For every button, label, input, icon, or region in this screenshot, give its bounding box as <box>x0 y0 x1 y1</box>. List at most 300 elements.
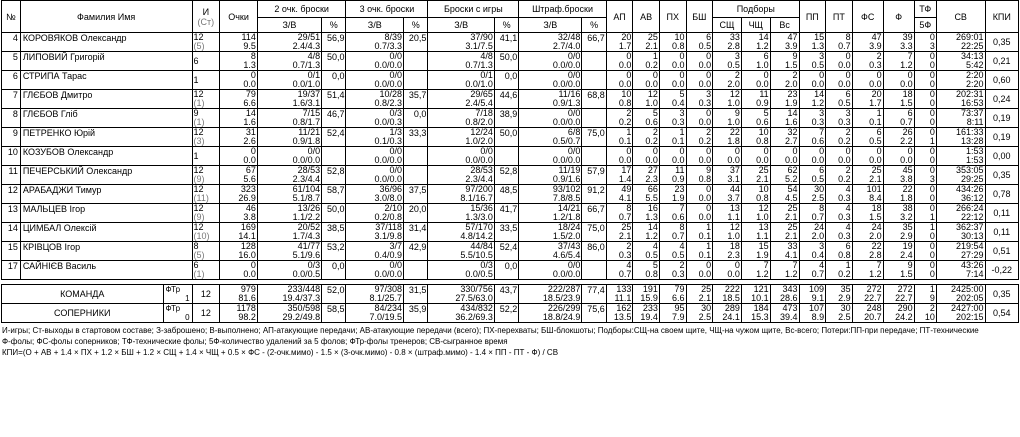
stat-cell: 49 4.1 <box>606 185 633 204</box>
stat-cell: 41,1 <box>494 33 518 52</box>
stat-cell: 22 2.8 <box>852 242 883 261</box>
player-number: 17 <box>2 261 21 280</box>
stat-cell: 330/756 27.5/63.0 <box>428 285 494 304</box>
stat-cell: 0/0 0.0/0.0 <box>519 147 582 166</box>
col-ft-pct: % <box>582 18 606 33</box>
stat-cell: 29/65 2.4/5.4 <box>428 90 494 109</box>
col-kpi: КПИ <box>985 1 1018 33</box>
stat-cell: 2 2.0 <box>770 71 799 90</box>
stat-cell: 7 0.6 <box>799 128 826 147</box>
stat-cell: 10 0.8 <box>741 185 770 204</box>
stat-cell: 93/102 7.8/8.5 <box>519 185 582 204</box>
stat-cell: 14 1.2 <box>799 90 826 109</box>
games-cell: 6 (1) <box>192 261 220 280</box>
stat-cell: 28/53 2.3/4.4 <box>257 166 321 185</box>
stat-cell <box>582 52 606 71</box>
stat-cell: 97/200 8.1/16.7 <box>428 185 494 204</box>
stat-cell: 222/287 18.5/23.9 <box>519 285 582 304</box>
kpi-cell: 0,21 <box>985 52 1018 71</box>
col-two-pct: % <box>322 18 346 33</box>
stat-cell: 323 26.9 <box>220 185 258 204</box>
stat-cell: 10 0.8 <box>741 128 770 147</box>
stat-cell: 20,0 <box>404 204 428 223</box>
stat-cell: 22 1.8 <box>883 185 914 204</box>
stat-cell: 9 0.8 <box>686 166 713 185</box>
stat-cell: 7/18 0.8/2.0 <box>428 109 494 128</box>
stat-cell: 10/28 0.8/2.3 <box>346 90 404 109</box>
table-row[interactable] <box>2 109 1019 128</box>
stat-cell <box>404 147 428 166</box>
stat-cell: 0 0.0 <box>799 147 826 166</box>
stat-cell: 37 3.1 <box>713 166 742 185</box>
stat-cell: 53,2 <box>322 242 346 261</box>
stat-cell: 3 0.3 <box>826 109 853 128</box>
stat-cell: 6 0.5 <box>686 33 713 52</box>
stat-cell: 15/36 1.3/3.0 <box>428 204 494 223</box>
stat-cell: 23 1.9 <box>659 185 686 204</box>
table-row[interactable] <box>2 242 1019 261</box>
stat-cell: 289 24.1 <box>713 304 742 323</box>
stat-cell: 290 24.2 <box>883 304 914 323</box>
col-f: Ф <box>883 1 914 33</box>
stat-cell: 14 1.2 <box>633 223 660 242</box>
kpi-cell: 0,19 <box>985 128 1018 147</box>
stat-cell: 18/24 1.5/2.0 <box>519 223 582 242</box>
stat-cell: 58,7 <box>322 185 346 204</box>
table-row[interactable] <box>2 147 1019 166</box>
stat-cell: 0 0.0 <box>606 52 633 71</box>
stat-cell: 0 0.0 <box>659 147 686 166</box>
stat-cell: 4 0.7 <box>606 261 633 280</box>
games-cell: 6 <box>192 52 220 71</box>
stat-cell: 7 1.2 <box>770 261 799 280</box>
stat-cell: 128 16.0 <box>220 242 258 261</box>
stat-cell: 44/84 5.5/10.5 <box>428 242 494 261</box>
stat-cell: 184 15.3 <box>741 304 770 323</box>
stat-cell: 14 1.6 <box>220 109 258 128</box>
col-three: 3 очк. броски <box>346 1 428 18</box>
table-row[interactable] <box>2 71 1019 90</box>
table-row[interactable] <box>2 223 1019 242</box>
col-f5: 5Ф <box>914 18 936 33</box>
stat-cell: 3 0.5 <box>713 52 742 71</box>
stat-cell: 0 0.0 <box>686 52 713 71</box>
stat-cell: 12 1.0 <box>713 90 742 109</box>
stat-cell: 2/10 0.2/0.8 <box>346 204 404 223</box>
stat-cell: 3 0.3 <box>799 109 826 128</box>
stat-cell: 0 0.0 <box>713 261 742 280</box>
stat-cell: 1 0.1 <box>686 242 713 261</box>
stat-cell: 77,4 <box>582 285 606 304</box>
stat-cell: 25 2.1 <box>770 204 799 223</box>
stat-cell: 2 2.0 <box>713 71 742 90</box>
stat-cell: 50,0 <box>322 52 346 71</box>
stat-cell: 434/832 36.2/69.3 <box>428 304 494 323</box>
player-name[interactable]: КРІВЦОВ Ігор <box>20 242 192 261</box>
table-row[interactable] <box>2 204 1019 223</box>
stat-cell: 219:54 27:29 <box>936 242 985 261</box>
kpi-cell: 0,35 <box>985 285 1018 304</box>
kpi-cell: 0,51 <box>985 242 1018 261</box>
stat-cell: 84/234 7.0/19.5 <box>346 304 404 323</box>
stat-cell: 121 10.1 <box>741 285 770 304</box>
stat-cell: 36/96 3.0/8.0 <box>346 185 404 204</box>
stat-cell: 52,8 <box>494 166 518 185</box>
stat-cell: 226/299 18.8/24.9 <box>519 304 582 323</box>
player-name[interactable]: МАЛЬЦЕВ Ігор <box>20 204 192 223</box>
stat-cell: 30 2.5 <box>686 304 713 323</box>
col-name: Фамилия Имя <box>20 1 192 33</box>
stat-cell: 0/0 0.0/0.0 <box>519 52 582 71</box>
stat-cell: 162 13.5 <box>606 304 633 323</box>
team-total-row <box>2 285 1019 304</box>
stat-cell: 47 3.9 <box>852 33 883 52</box>
stat-cell: 41/77 5.1/9.6 <box>257 242 321 261</box>
stat-cell: 0 0.0 <box>686 261 713 280</box>
stat-cell: 8 1.3 <box>220 52 258 71</box>
table-row[interactable] <box>2 185 1019 204</box>
stat-cell <box>582 109 606 128</box>
stat-cell: 28/53 2.3/4.4 <box>428 166 494 185</box>
stat-cell: 2 0.2 <box>826 166 853 185</box>
games-cell: 12 <box>192 304 220 323</box>
stat-cell: 6 0.7 <box>883 109 914 128</box>
kpi-cell: -0,22 <box>985 261 1018 280</box>
stat-cell: 0/3 0.0/0.3 <box>346 109 404 128</box>
stat-cell: 202:31 16:53 <box>936 90 985 109</box>
stat-cell <box>404 52 428 71</box>
legend-notes <box>2 325 1018 358</box>
stat-cell: 25 2.1 <box>770 223 799 242</box>
stat-cell: 50,0 <box>494 128 518 147</box>
stat-cell: 20 1.7 <box>852 90 883 109</box>
stat-cell: 1 0.2 <box>633 52 660 71</box>
col-av: АВ <box>633 1 660 33</box>
stat-cell: 0 0.0 <box>741 147 770 166</box>
col-chshch: ЧЩ <box>741 18 770 33</box>
games-cell: 12 (11) <box>192 185 220 204</box>
col-fs: ФС <box>852 1 883 33</box>
stat-cell: 0,0 <box>494 71 518 90</box>
stat-cell: 79 6.6 <box>659 285 686 304</box>
col-two: 2 очк. броски <box>257 1 346 18</box>
stat-cell: 0 0.0 <box>633 71 660 90</box>
table-row[interactable] <box>2 33 1019 52</box>
stat-cell: 5 0.8 <box>633 261 660 280</box>
player-name[interactable]: ПЕТРЕНКО Юрій <box>20 128 192 147</box>
stat-cell: 12/24 1.0/2.0 <box>428 128 494 147</box>
stat-cell: 0 0.0 <box>220 261 258 280</box>
stat-cell: 133 11.1 <box>606 285 633 304</box>
stat-cell: 0 0 <box>914 109 936 128</box>
player-name[interactable]: КОЗУБОВ Олександр <box>20 147 192 166</box>
stat-cell: 4/8 0.7/1.3 <box>428 52 494 71</box>
stat-cell: 0 0.0 <box>883 71 914 90</box>
stat-cell: 66,7 <box>582 204 606 223</box>
stat-cell: 0 1 <box>914 204 936 223</box>
col-fg-pct: % <box>494 18 518 33</box>
stat-cell: 20,5 <box>404 33 428 52</box>
stat-cell: 109 9.1 <box>799 285 826 304</box>
stat-cell: 0,0 <box>322 71 346 90</box>
stat-cell: 20 1.7 <box>606 33 633 52</box>
col-reb: Подборы <box>713 1 799 18</box>
stat-cell: 1 9 <box>914 285 936 304</box>
stat-cell: 19 2.4 <box>883 242 914 261</box>
stat-cell: 434:26 36:12 <box>936 185 985 204</box>
stat-cell: 29/51 2.4/4.3 <box>257 33 321 52</box>
stat-cell: 233 19.4 <box>633 304 660 323</box>
games-cell: 12 (9) <box>192 204 220 223</box>
stat-cell: 39 3.3 <box>883 33 914 52</box>
stat-cell: 38,9 <box>494 109 518 128</box>
stat-cell: 13/26 1.1/2.2 <box>257 204 321 223</box>
col-num: № <box>2 1 21 33</box>
table-row[interactable] <box>2 166 1019 185</box>
games-cell: 8 (5) <box>192 242 220 261</box>
player-name[interactable]: ПЕЧЕРСЬКИЙ Олександр <box>20 166 192 185</box>
stat-cell: 37/43 4.6/5.4 <box>519 242 582 261</box>
stat-cell: 56,9 <box>322 33 346 52</box>
stat-cell: 0 3 <box>914 33 936 52</box>
player-name[interactable]: СТРИПА Тарас <box>20 71 192 90</box>
col-fg: Броски с игры <box>428 1 519 18</box>
stat-cell: 0 0.0 <box>713 147 742 166</box>
stat-cell: 32/48 2.7/4.0 <box>519 33 582 52</box>
stat-cell: 67 5.6 <box>220 166 258 185</box>
stat-cell: 46 3.8 <box>220 204 258 223</box>
col-ph: ПХ <box>659 1 686 33</box>
stat-cell: 75,6 <box>582 304 606 323</box>
games-cell: 12 (10) <box>192 223 220 242</box>
legend-line: КПИ=(О + АВ + 1.4 × ПХ + 1.2 × БШ + 1.2 × СЩ + 1.4 × ЧЩ + 0.5 × ФС - (2-очк.мимо) - 1.5 × (3-очк.мимо) - 0.8 × (штраф.мимо) - 1.4 × ПП - ПТ - Ф) / СВ <box>2 348 559 357</box>
col-sv: СВ <box>936 1 985 33</box>
table-row[interactable] <box>2 128 1019 147</box>
kpi-cell: 0,60 <box>985 71 1018 90</box>
stat-cell: 6 1.0 <box>741 52 770 71</box>
player-name[interactable]: ГЛЄБОВ Гліб <box>20 109 192 128</box>
player-number: 7 <box>2 90 21 109</box>
stat-cell: 10 0.8 <box>606 90 633 109</box>
stat-cell: 7 1.2 <box>741 261 770 280</box>
stat-cell: 68,8 <box>582 90 606 109</box>
stat-cell: 48,5 <box>494 185 518 204</box>
stat-cell: 0 0 <box>914 185 936 204</box>
stat-cell: 343 28.6 <box>770 285 799 304</box>
player-name[interactable]: САЙНІЄВ Василь <box>20 261 192 280</box>
stat-cell: 2427:00 202:15 <box>936 304 985 323</box>
stat-cell: 0 0.0 <box>741 71 770 90</box>
stat-cell: 11/16 0.9/1.3 <box>519 90 582 109</box>
col-pt: ПТ <box>826 1 853 33</box>
stat-cell: 0 0.0 <box>826 71 853 90</box>
stat-cell: 15 1.3 <box>799 33 826 52</box>
stat-cell: 1 0 <box>914 223 936 242</box>
stat-cell: 2 0.2 <box>686 128 713 147</box>
stat-cell: 0 0.0 <box>606 147 633 166</box>
stat-cell: 12 1.0 <box>713 223 742 242</box>
stat-cell: 11/21 0.9/1.8 <box>257 128 321 147</box>
stat-cell: 3 0.3 <box>659 109 686 128</box>
stat-cell: 107 8.9 <box>799 304 826 323</box>
stat-cell: 0 0 <box>914 52 936 71</box>
stat-cell: 0/0 0.0/0.0 <box>346 147 404 166</box>
stat-cell: 0 0.0 <box>826 147 853 166</box>
player-number: 15 <box>2 242 21 261</box>
stat-cell: 2 10 <box>914 304 936 323</box>
stat-cell: 24 2.0 <box>852 223 883 242</box>
stat-cell: 7/15 0.8/1.7 <box>257 109 321 128</box>
stat-cell: 3 0.3 <box>686 90 713 109</box>
col-three-pct: % <box>404 18 428 33</box>
games-cell: 1 <box>192 71 220 90</box>
stat-cell: 6 0.5 <box>826 90 853 109</box>
kpi-cell: 0,35 <box>985 33 1018 52</box>
stat-cell: 16 1.3 <box>633 204 660 223</box>
stat-cell: 0 0.0 <box>826 52 853 71</box>
stat-cell: 50,0 <box>494 52 518 71</box>
player-number: 11 <box>2 166 21 185</box>
stat-cell: 38 3.2 <box>883 204 914 223</box>
stat-cell: 61/104 5.1/8.7 <box>257 185 321 204</box>
stat-cell <box>322 147 346 166</box>
stat-cell: 0/0 0.0/0.0 <box>346 166 404 185</box>
stat-cell: 5 0.6 <box>633 109 660 128</box>
stat-cell: 95 7.9 <box>659 304 686 323</box>
stat-cell: 0/0 0.0/0.0 <box>428 147 494 166</box>
col-games: И (Ст) <box>192 1 220 33</box>
stat-cell: 8 0.7 <box>659 223 686 242</box>
stat-cell: 4 0.7 <box>799 261 826 280</box>
stat-cell: 169 14.1 <box>220 223 258 242</box>
stat-cell: 8 0.7 <box>606 204 633 223</box>
col-points: Очки <box>220 1 258 33</box>
table-row[interactable] <box>2 261 1019 280</box>
stat-cell: 47 3.9 <box>770 33 799 52</box>
player-number: 14 <box>2 223 21 242</box>
stat-cell: 37/90 3.1/7.5 <box>428 33 494 52</box>
stat-cell: 0,0 <box>404 109 428 128</box>
player-name[interactable]: ГЛЄБОВ Дмитро <box>20 90 192 109</box>
stat-cell: 0/0 0.0/0.0 <box>346 71 404 90</box>
stat-cell: 0 1 <box>914 128 936 147</box>
stat-cell: 24 2.0 <box>799 223 826 242</box>
stat-cell: 18 1.5 <box>883 90 914 109</box>
stat-cell: 79 6.6 <box>220 90 258 109</box>
stat-cell: 2 0.2 <box>826 128 853 147</box>
player-number: 9 <box>2 128 21 147</box>
player-name[interactable]: АРАБАДЖИ Тимур <box>20 185 192 204</box>
stat-cell: 25 2.1 <box>686 285 713 304</box>
stat-cell: 101 8.4 <box>852 185 883 204</box>
stat-cell <box>582 71 606 90</box>
stat-cell: 14/21 1.2/1.8 <box>519 204 582 223</box>
stat-cell: 2 0.3 <box>659 261 686 280</box>
stat-cell: 0 0.0 <box>659 71 686 90</box>
stat-cell: 4 0.5 <box>659 242 686 261</box>
stat-cell: 233/448 19.4/37.3 <box>257 285 321 304</box>
stat-cell: 37,5 <box>404 185 428 204</box>
player-number: 5 <box>2 52 21 71</box>
player-number: 10 <box>2 147 21 166</box>
stat-cell: 50,0 <box>322 204 346 223</box>
stat-cell: 1 0.2 <box>826 261 853 280</box>
stat-cell: 13 1.1 <box>713 204 742 223</box>
stat-cell: 4 0.3 <box>826 204 853 223</box>
col-two-zv: З/В <box>257 18 321 33</box>
stat-cell: 0/3 0.0/0.5 <box>257 261 321 280</box>
stat-cell: 75,0 <box>582 223 606 242</box>
stat-cell: 22 1.8 <box>713 128 742 147</box>
stat-cell: 9 1.5 <box>770 52 799 71</box>
stat-cell: 6 0.5 <box>799 166 826 185</box>
stat-cell: 2:20 2:20 <box>936 71 985 90</box>
stat-cell: 57,9 <box>582 166 606 185</box>
stat-cell: 12 1.0 <box>633 90 660 109</box>
stat-cell: 33,3 <box>404 128 428 147</box>
player-number: 12 <box>2 185 21 204</box>
stat-cell: 31 2.6 <box>220 128 258 147</box>
stat-cell: 0 0.0 <box>220 147 258 166</box>
stat-cell: 0 0.0 <box>220 71 258 90</box>
player-name[interactable]: КОРОВЯКОВ Олександр <box>20 33 192 52</box>
stat-cell: 0/0 0.0/0.0 <box>519 109 582 128</box>
stat-cell: 41,7 <box>494 204 518 223</box>
stat-cell: 248 20.7 <box>852 304 883 323</box>
stat-cell: 33,5 <box>494 223 518 242</box>
stat-cell: 35,9 <box>404 304 428 323</box>
stat-cell: 0 0 <box>914 261 936 280</box>
games-cell: 1 <box>192 147 220 166</box>
stat-cell: 0/1 0.0/1.0 <box>257 71 321 90</box>
stat-cell: 18 2.3 <box>713 242 742 261</box>
stat-cell: 0,0 <box>494 261 518 280</box>
stat-cell: 3 0.4 <box>799 242 826 261</box>
stat-cell: 33 2.8 <box>713 33 742 52</box>
stat-cell: 37/118 3.1/9.8 <box>346 223 404 242</box>
stat-cell: 362:37 30:13 <box>936 223 985 242</box>
stat-cell: 44,6 <box>494 90 518 109</box>
stat-cell: 66 5.5 <box>633 185 660 204</box>
stat-cell: 1 0.1 <box>606 128 633 147</box>
stat-cell: 20/52 1.7/4.3 <box>257 223 321 242</box>
stat-cell: 35 2.9 <box>826 285 853 304</box>
col-bsh: БШ <box>686 1 713 33</box>
stat-cell: 4 0.5 <box>633 242 660 261</box>
opponents-row <box>2 304 1019 323</box>
stat-cell: 25 2.1 <box>633 33 660 52</box>
stat-cell: 52,2 <box>494 304 518 323</box>
player-name[interactable]: ЛИПОВИЙ Григорій <box>20 52 192 71</box>
stat-cell: 12 1.0 <box>741 204 770 223</box>
table-row[interactable] <box>2 52 1019 71</box>
stat-cell: 0 0.0 <box>633 147 660 166</box>
stat-cell: 4 0.3 <box>826 185 853 204</box>
player-name[interactable]: ЦИМБАЛ Олексій <box>20 223 192 242</box>
table-row[interactable] <box>2 90 1019 109</box>
stat-cell: 25 2.1 <box>852 166 883 185</box>
player-number: 8 <box>2 109 21 128</box>
stat-cell: 1 0.1 <box>659 128 686 147</box>
col-ap: АП <box>606 1 633 33</box>
stat-cell: 52,4 <box>494 242 518 261</box>
stat-cell: 31,4 <box>404 223 428 242</box>
stat-cell: 222 18.5 <box>713 285 742 304</box>
legend-line: Ф-фолы; ФС-фолы соперников; ТФ-технические фолы; 5Ф-количество удалений за 5 фолов; ФТр-фолы тренеров; СВ-сыгранное время <box>2 337 508 346</box>
stat-cell: 15 1.9 <box>741 242 770 261</box>
stat-cell: 6 0.8 <box>826 242 853 261</box>
col-vs: Вс <box>770 18 799 33</box>
